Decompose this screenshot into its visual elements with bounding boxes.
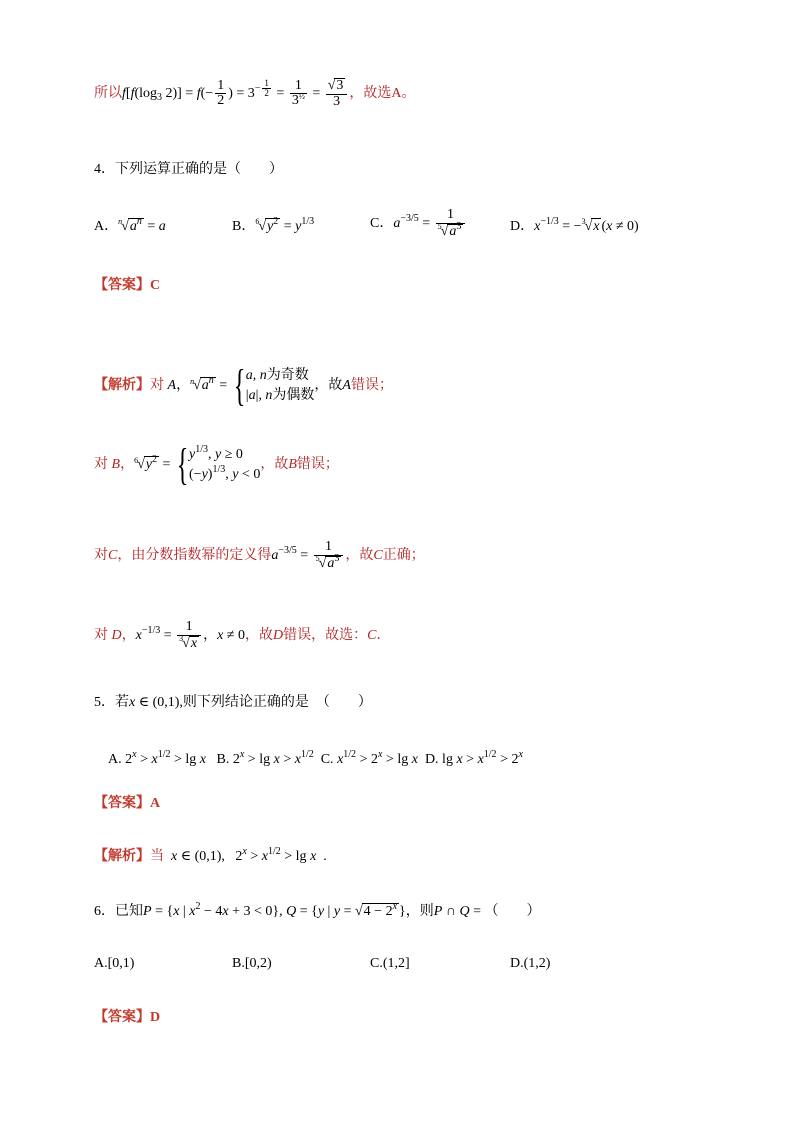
conclusion-line [94, 78, 416, 109]
q4-analysis-d: 对 D，$x^{-1/3}$ = $\frac{1}{^3√x}$ ，x ≠ 0，故D错误，故选：C． [94, 619, 391, 651]
q6-option-c: C.(1,2] [370, 956, 410, 971]
conclusion-prefix: 所以 [94, 85, 122, 101]
q4-option-a: A．$^n√a^n = a$ [94, 216, 166, 234]
q4-option-c: C．$a^{-3/5}$ = $\frac{1}{^5√a^3}$ [370, 208, 467, 239]
q5-answer: 【答案】A [94, 796, 161, 811]
q6-option-a: A.[0,1) [94, 956, 135, 971]
conclusion-suffix: ，故选A。 [349, 85, 416, 101]
q6-option-d: D.(1,2) [510, 956, 551, 971]
q5-analysis: 【解析】当 x ∈ (0,1), $2^x > x^{1/2} > \lg x$ . [94, 846, 327, 864]
q4-analysis-b: 对 B，$^6√y^2$ = { $y^{1/3}$, y ≥ 0 $(-y)^{1/3}$, y < 0 ，故B错误； [94, 440, 339, 489]
q6-option-b: B.[0,2) [232, 956, 272, 971]
q6-stem: 6．已知P = {x | $x^2 - 4x + 3 < 0$}, Q = {y | $y = √4 - 2^x$ }，则P ∩ Q = （ ） [94, 901, 541, 919]
conclusion-math: $f[f(\log_3$ 2)] = f(− $\frac{1}{2}$ ) = $3^{- \frac{1}{2}}$ = $\frac{1}{3^{\frac{1}{2}}}$ = $\frac{√3}{3}$ [122, 86, 349, 101]
q4-analysis-c: 对C，由分数指数幂的定义得$a^{-3/5}$ = $\frac{1}{^5√a^3}$ ，故C正确； [94, 539, 425, 571]
q4-option-d: D．$x^{-1/3} = -^3√x$ (x ≠ 0) [510, 216, 639, 234]
q4-option-b: B．$^6√y^2 = y^{1/3}$ [232, 216, 315, 234]
q4-answer: 【答案】C [94, 278, 161, 293]
q5-options: A. $2^x > x^{1/2} > \lg x$ B. $2^x > \lg x > x^{1/2}$ C. $x^{1/2} > 2^x > \lg x$ D. $\lg x > x^{1/2} > 2^x$ [108, 749, 523, 767]
q4-analysis-a: 【解析】对 A，$^n√a^n$ = { a, n为奇数 |a|, n为偶数 ，故A错误； [94, 361, 393, 410]
q6-answer: 【答案】D [94, 1010, 161, 1025]
q5-stem: 5．若x ∈ (0,1),则下列结论正确的是 （ ） [94, 695, 372, 710]
q4-stem: 4．下列运算正确的是（ ） [94, 162, 283, 177]
